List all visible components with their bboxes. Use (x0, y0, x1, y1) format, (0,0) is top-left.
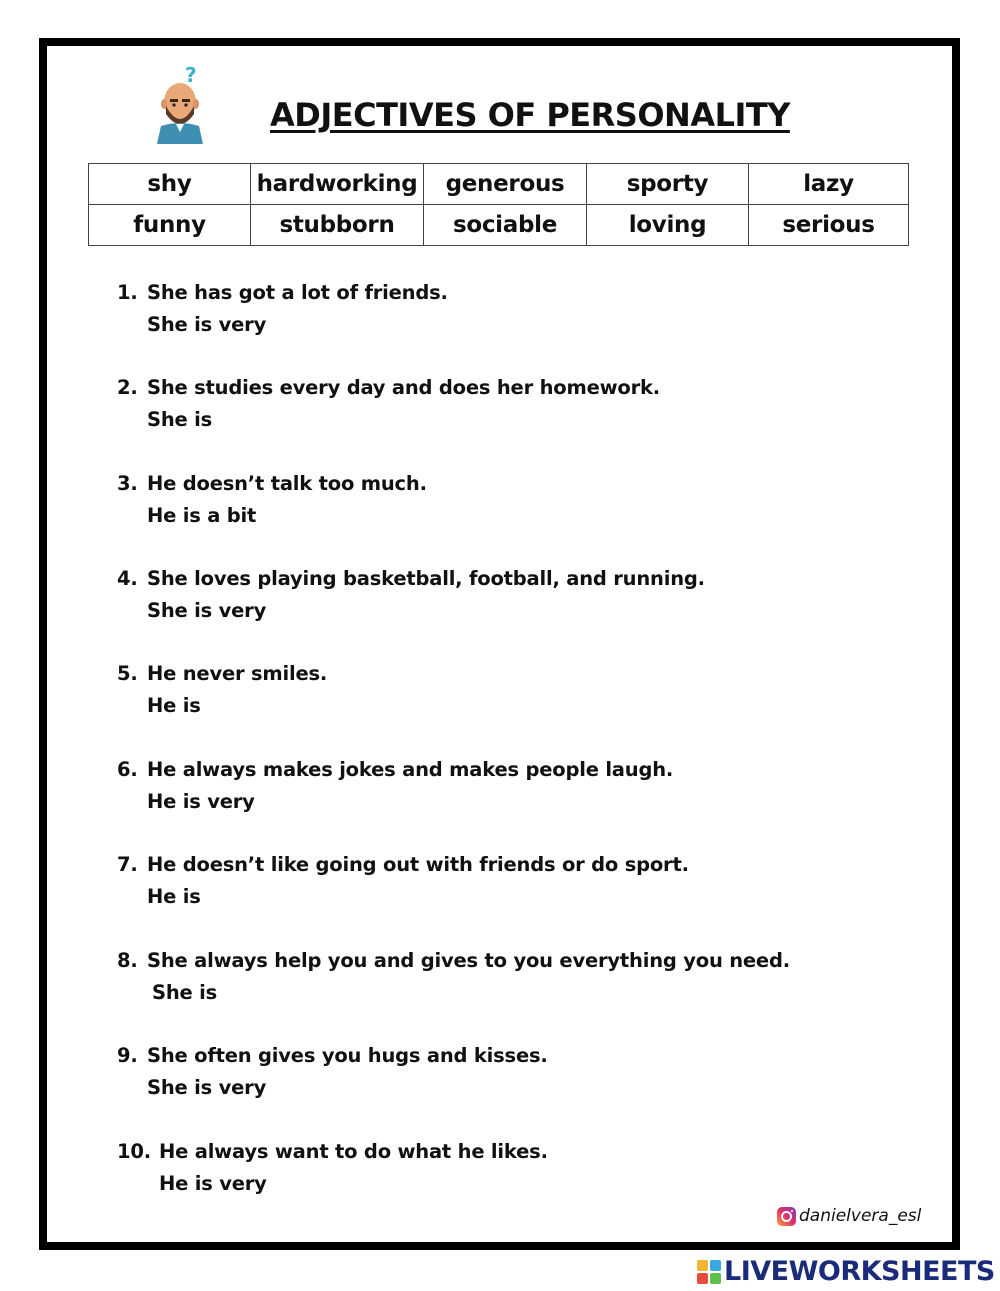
word-bank-cell: loving (587, 205, 749, 246)
question-3 (117, 468, 427, 532)
question-sentence: He doesn’t talk too much. (147, 472, 427, 495)
question-10 (117, 1136, 548, 1200)
word-bank-cell: sporty (587, 164, 749, 205)
answer-prompt: She is very (147, 313, 267, 336)
question-9 (117, 1040, 548, 1104)
answer-prompt: He is very (159, 1172, 267, 1195)
author-handle: danielvera_esl (799, 1206, 922, 1226)
answer-prompt: She is (152, 981, 218, 1004)
word-bank-cell: generous (424, 164, 587, 205)
question-sentence: She studies every day and does her homework. (147, 376, 661, 399)
word-bank-cell: stubborn (251, 205, 424, 246)
question-number: 2. (117, 376, 138, 399)
question-6 (117, 754, 673, 818)
question-sentence: He never smiles. (147, 662, 328, 685)
liveworksheets-logo[interactable] (697, 1256, 995, 1287)
worksheet-title: ADJECTIVES OF PERSONALITY (270, 96, 790, 134)
word-bank-table (88, 163, 909, 246)
word-bank-cell: sociable (424, 205, 587, 246)
answer-prompt: He is (147, 694, 201, 717)
question-number: 1. (117, 281, 138, 304)
question-sentence: She has got a lot of friends. (147, 281, 448, 304)
question-number: 9. (117, 1044, 138, 1067)
question-7 (117, 849, 689, 913)
instagram-icon (777, 1207, 796, 1226)
question-sentence: She always help you and gives to you everything you need. (147, 949, 790, 972)
question-8 (117, 945, 790, 1009)
question-sentence: She often gives you hugs and kisses. (147, 1044, 548, 1067)
question-1 (117, 277, 448, 341)
question-sentence: He always makes jokes and makes people laugh. (147, 758, 674, 781)
answer-prompt: She is very (147, 1076, 267, 1099)
question-number: 5. (117, 662, 138, 685)
question-number: 10. (117, 1140, 151, 1163)
author-credit (777, 1206, 921, 1226)
word-bank-cell: lazy (749, 164, 909, 205)
answer-prompt: He is (147, 885, 201, 908)
answer-prompt: He is a bit (147, 504, 257, 527)
word-bank-cell: serious (749, 205, 909, 246)
word-bank-row (89, 205, 909, 246)
question-5 (117, 658, 327, 722)
liveworksheets-brand: LIVEWORKSHEETS (724, 1256, 995, 1287)
question-sentence: She loves playing basketball, football, and running. (147, 567, 705, 590)
word-bank-cell: hardworking (251, 164, 424, 205)
liveworksheets-mark-icon (697, 1260, 721, 1284)
question-2 (117, 372, 660, 436)
teacher-avatar-icon (155, 64, 211, 144)
question-number: 7. (117, 853, 138, 876)
question-sentence: He doesn’t like going out with friends or do sport. (147, 853, 689, 876)
question-sentence: He always want to do what he likes. (159, 1140, 548, 1163)
answer-prompt: He is very (147, 790, 255, 813)
question-number: 4. (117, 567, 138, 590)
question-number: 8. (117, 949, 138, 972)
svg-text:?: ? (185, 64, 197, 87)
question-4 (117, 563, 705, 627)
question-number: 3. (117, 472, 138, 495)
word-bank-row (89, 164, 909, 205)
answer-prompt: She is (147, 408, 213, 431)
word-bank-cell: shy (89, 164, 251, 205)
answer-prompt: She is very (147, 599, 267, 622)
word-bank-cell: funny (89, 205, 251, 246)
question-number: 6. (117, 758, 138, 781)
